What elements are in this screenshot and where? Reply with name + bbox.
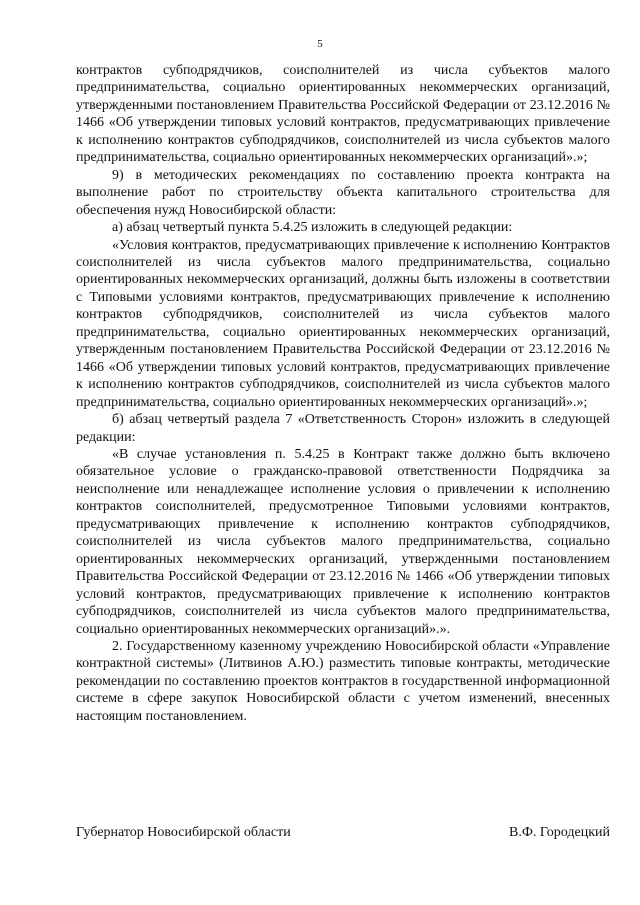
paragraph-subitem-b: б) абзац четвертый раздела 7 «Ответственность Сторон» изложить в следующей редакции: <box>76 412 610 445</box>
paragraph-quote-1: «Условия контрактов, предусматривающих привлечение к исполнению Контрактов соисполнителей из числа субъектов малого предпринимательства, социально ориентированных некоммерческих организаций, должны быть изложены в соответствии с Типовыми условиями контрактов, предусматривающих привлечение к исполнению контрактов субподрядчиков, соисполнителей из числа субъектов малого предпринимательства, социально ориентированных некоммерческих организаций, утвержденным постановлением Правительства Российской Федерации от 23.12.2016 № 1466 «Об утверждении типовых условий контрактов, предусматривающих привлечение к исполнению контрактов субподрядчиков, соисполнителей из числа субъектов малого предпринимательства, социально ориентированных некоммерческих организаций».»; <box>76 237 610 410</box>
signatory-name: В.Ф. Городецкий <box>509 825 610 840</box>
page-number: 5 <box>317 38 323 50</box>
paragraph-item-9: 9) в методических рекомендациях по составлению проекта контракта на выполнение работ по строительству объекта капитального строительства для обеспечения нужд Новосибирской области: <box>76 167 610 218</box>
paragraph-item-2: 2. Государственному казенному учреждению Новосибирской области «Управление контрактной системы» (Литвинов А.Ю.) разместить типовые контракты, методические рекомендации по составлению проектов контрактов в государственной информационной системе в сфере закупок Новосибирской области с учетом изменений, внесенных настоящим постановлением. <box>76 638 610 724</box>
signatory-position: Губернатор Новосибирской области <box>76 825 291 840</box>
paragraph-subitem-a: а) абзац четвертый пункта 5.4.25 изложить в следующей редакции: <box>112 220 513 236</box>
document-body <box>76 62 610 725</box>
paragraph-quote-2: «В случае установления п. 5.4.25 в Контракт также должно быть включено обязательное условие о гражданско-правовой ответственности Подрядчика за неисполнение или ненадлежащее исполнение условия о привлечении к исполнению контрактов соисполнителей, предусмотренное Типовыми условиями контрактов, предусматривающих привлечение к исполнению контрактов субподрядчиков, соисполнителей из числа субъектов малого предпринимательства, социально ориентированных некоммерческих организаций, утвержденными постановлением Правительства Российской Федерации от 23.12.2016 № 1466 «Об утверждении типовых условий контрактов, предусматривающих привлечение к исполнению контрактов субподрядчиков, соисполнителей из числа субъектов малого предпринимательства, социально ориентированных некоммерческих организаций».». <box>76 446 610 637</box>
signature-block <box>76 824 610 841</box>
paragraph-continuation: контрактов субподрядчиков, соисполнителей из числа субъектов малого предпринимательства, социально ориентированных некоммерческих организаций, утвержденными постановлением Правительства Российской Федерации от 23.12.2016 № 1466 «Об утверждении типовых условий контрактов, предусматривающих привлечение к исполнению контрактов субподрядчиков, соисполнителей из числа субъектов малого предпринимательства, социально ориентированных некоммерческих организаций».»; <box>76 63 610 166</box>
